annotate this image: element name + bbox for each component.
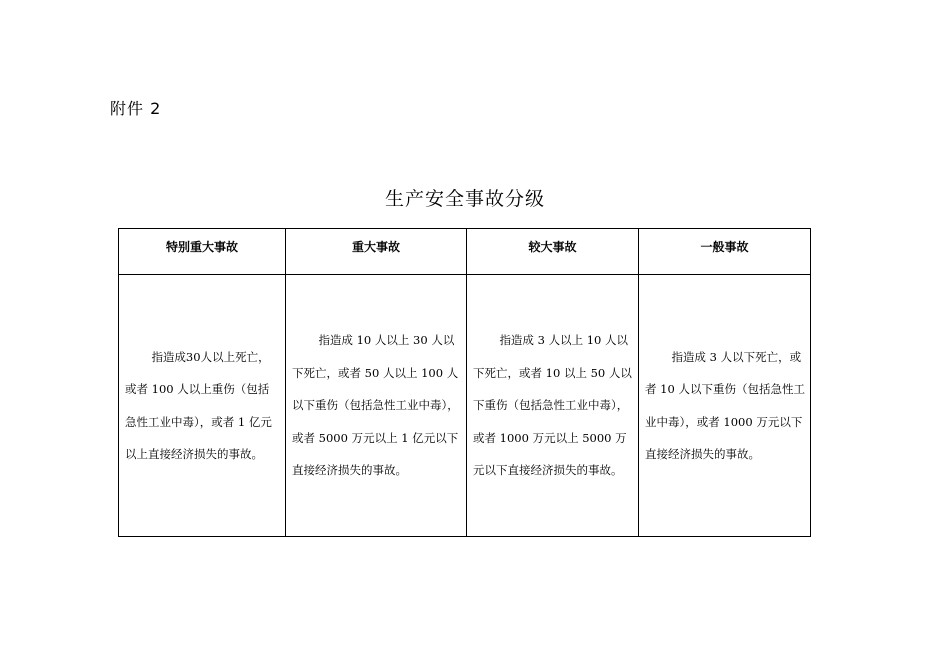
table-cell-especially-major (119, 275, 286, 537)
table-header-row (119, 229, 811, 275)
definition-general: 指造成 3 人以下死亡，或者 10 人以下重伤（包括急性工业中毒），或者 1000 万元以下直接经济损失的事故。 (645, 349, 805, 461)
table-cell-major (286, 275, 467, 537)
table-cell-larger (467, 275, 639, 537)
definition-larger: 指造成 3 人以上 10 人以下死亡，或者 10 以上 50 人以下重伤（包括急性工业中毒），或者 1000 万元以上 5000 万元以下直接经济损失的事故。 (473, 333, 632, 478)
header-larger-accident: 较大事故 (467, 229, 639, 275)
table-cell-general (639, 275, 811, 537)
header-especially-major-accident: 特别重大事故 (119, 229, 286, 275)
accident-grade-table (118, 228, 811, 537)
document-title: 生产安全事故分级 (384, 188, 545, 210)
definition-especially-major: 指造成30人以上死亡，或者 100 人以上重伤（包括急性工业中毒），或者 1 亿元以上直接经济损失的事故。 (125, 349, 272, 461)
definition-major: 指造成 10 人以上 30 人以下死亡，或者 50 人以上 100 人以下重伤（包括急性工业中毒），或者 5000 万元以上 1 亿元以下直接经济损失的事故。 (292, 333, 459, 478)
header-major-accident: 重大事故 (286, 229, 467, 275)
attachment-label: 附件 2 (110, 99, 162, 118)
header-general-accident: 一般事故 (639, 229, 811, 275)
table-row (119, 275, 811, 537)
